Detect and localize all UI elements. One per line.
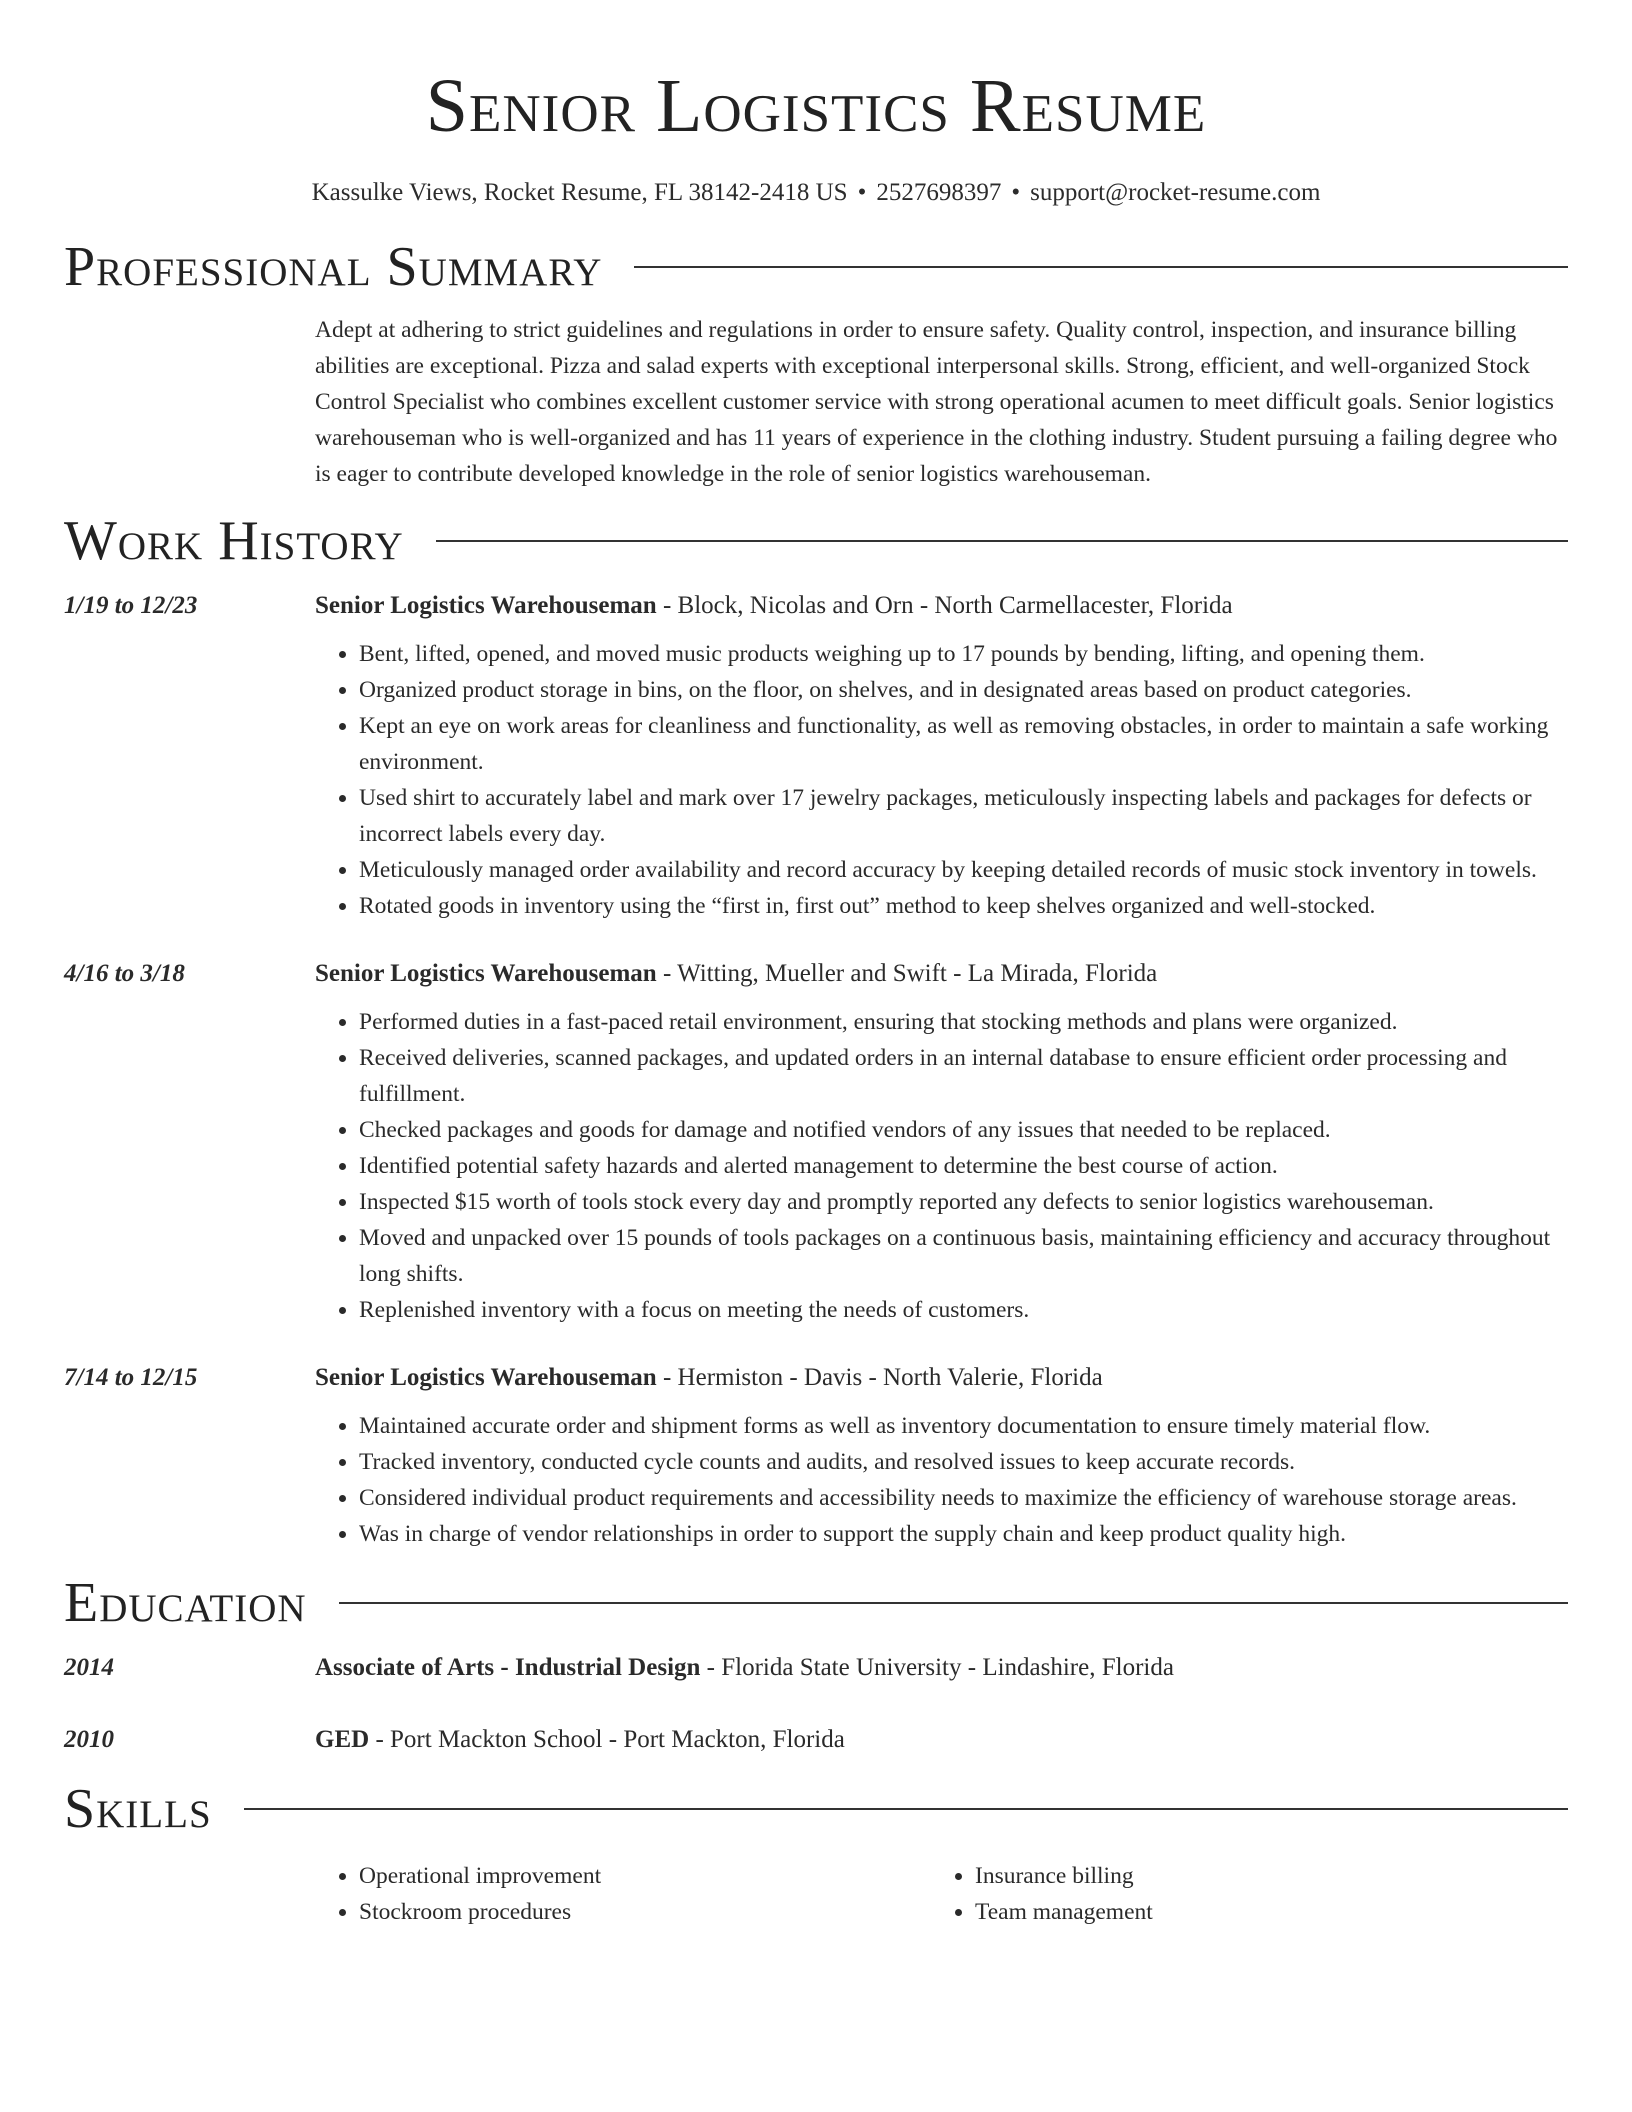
resume-page xyxy=(64,0,1568,1930)
job-employer: - Witting, Mueller and Swift - La Mirada, Florida xyxy=(656,960,1158,987)
work-heading: Work History xyxy=(64,510,404,572)
job-heading xyxy=(315,1360,1568,1396)
contact-address: Kassulke Views, Rocket Resume, FL 38142-2418 US xyxy=(311,179,848,206)
education-degree: GED xyxy=(315,1726,370,1753)
list-item: • Received deliveries, scanned packages, and updated orders in an internal database to ensure efficient order processing and fulfillment. xyxy=(359,1040,1568,1112)
job-heading xyxy=(315,588,1568,624)
job-entry xyxy=(64,1360,1568,1552)
summary-section-heading xyxy=(64,232,1568,302)
job-title: Senior Logistics Warehouseman xyxy=(315,960,657,987)
contact-separator: • xyxy=(857,179,867,206)
job-duties xyxy=(315,1004,1568,1328)
list-item: • Maintained accurate order and shipment forms as well as inventory documentation to ensure timely material flow. xyxy=(359,1408,1568,1444)
list-item: • Tracked inventory, conducted cycle counts and audits, and resolved issues to keep accurate records. xyxy=(359,1444,1568,1480)
job-dates: 7/14 to 12/15 xyxy=(64,1364,198,1391)
section-divider xyxy=(634,266,1568,268)
skill-item: • Insurance billing xyxy=(975,1858,1547,1894)
education-degree: Associate of Arts - Industrial Design xyxy=(315,1654,701,1681)
list-item: • Identified potential safety hazards and alerted management to determine the best course of action. xyxy=(359,1148,1568,1184)
skills-column-left xyxy=(315,1858,931,1930)
list-item: • Meticulously managed order availability and record accuracy by keeping detailed records of music stock inventory in towels. xyxy=(359,852,1568,888)
list-item: • Performed duties in a fast-paced retail environment, ensuring that stocking methods and plans were organized. xyxy=(359,1004,1568,1040)
list-item: • Considered individual product requirements and accessibility needs to maximize the efficiency of warehouse storage areas. xyxy=(359,1480,1568,1516)
summary-heading: Professional Summary xyxy=(64,236,603,298)
job-heading xyxy=(315,956,1568,992)
education-year: 2014 xyxy=(64,1654,114,1681)
contact-email: support@rocket-resume.com xyxy=(1030,179,1321,206)
section-divider xyxy=(339,1602,1568,1604)
summary-text: Adept at adhering to strict guidelines and regulations in order to ensure safety. Quality control, inspection, and insurance billing abilities are exceptional. Pizza and salad experts with exceptional interpersonal skills. Strong, efficient, and well-organized Stock Control Specialist who combines excellent customer service with strong operational acumen to meet difficult goals. Senior logistics warehouseman who is well-organized and has 11 years of experience in the clothing industry. Student pursuing a failing degree who is eager to contribute developed knowledge in the role of senior logistics warehouseman. xyxy=(315,317,1558,487)
section-divider xyxy=(436,540,1568,542)
contact-phone: 2527698397 xyxy=(876,179,1002,206)
list-item: • Inspected $15 worth of tools stock every day and promptly reported any defects to senior logistics warehouseman. xyxy=(359,1184,1568,1220)
job-entry xyxy=(64,956,1568,1328)
education-year: 2010 xyxy=(64,1726,114,1753)
skill-item: • Stockroom procedures xyxy=(359,1894,931,1930)
list-item: • Organized product storage in bins, on the floor, on shelves, and in designated areas based on product categories. xyxy=(359,672,1568,708)
education-heading: Education xyxy=(64,1572,307,1634)
job-title: Senior Logistics Warehouseman xyxy=(315,592,657,619)
work-section-heading xyxy=(64,506,1568,576)
list-item: • Rotated goods in inventory using the “first in, first out” method to keep shelves organized and well-stocked. xyxy=(359,888,1568,924)
list-item: • Moved and unpacked over 15 pounds of tools packages on a continuous basis, maintaining efficiency and accuracy throughout long shifts. xyxy=(359,1220,1568,1292)
job-dates: 4/16 to 3/18 xyxy=(64,960,185,987)
section-divider xyxy=(244,1808,1568,1810)
contact-line xyxy=(64,178,1568,208)
skills-section-heading xyxy=(64,1774,1568,1844)
job-dates: 1/19 to 12/23 xyxy=(64,592,198,619)
list-item: • Checked packages and goods for damage and notified vendors of any issues that needed to be replaced. xyxy=(359,1112,1568,1148)
list-item: • Used shirt to accurately label and mark over 17 jewelry packages, meticulously inspecting labels and packages for defects or incorrect labels every day. xyxy=(359,780,1568,852)
education-section-heading xyxy=(64,1568,1568,1638)
list-item: • Bent, lifted, opened, and moved music products weighing up to 17 pounds by bending, lifting, and opening them. xyxy=(359,636,1568,672)
skills-list xyxy=(315,1858,1568,1930)
job-title: Senior Logistics Warehouseman xyxy=(315,1364,657,1391)
list-item: • Replenished inventory with a focus on meeting the needs of customers. xyxy=(359,1292,1568,1328)
skill-item: • Team management xyxy=(975,1894,1547,1930)
education-school: - Port Mackton School - Port Mackton, Florida xyxy=(369,1726,845,1753)
job-employer: - Hermiston - Davis - North Valerie, Florida xyxy=(656,1364,1103,1391)
job-entry xyxy=(64,588,1568,924)
job-employer: - Block, Nicolas and Orn - North Carmellacester, Florida xyxy=(656,592,1233,619)
education-entry xyxy=(64,1650,1568,1686)
resume-title: Senior Logistics Resume xyxy=(425,64,1207,148)
skills-column-right xyxy=(931,1858,1547,1930)
list-item: • Kept an eye on work areas for cleanliness and functionality, as well as removing obstacles, in order to maintain a safe working environment. xyxy=(359,708,1568,780)
skills-heading: Skills xyxy=(64,1778,212,1840)
list-item: • Was in charge of vendor relationships in order to support the supply chain and keep product quality high. xyxy=(359,1516,1568,1552)
education-school: - Florida State University - Lindashire, Florida xyxy=(700,1654,1174,1681)
skill-item: • Operational improvement xyxy=(359,1858,931,1894)
education-entry xyxy=(64,1722,1568,1758)
job-duties xyxy=(315,636,1568,924)
contact-separator: • xyxy=(1011,179,1021,206)
job-duties xyxy=(315,1408,1568,1552)
